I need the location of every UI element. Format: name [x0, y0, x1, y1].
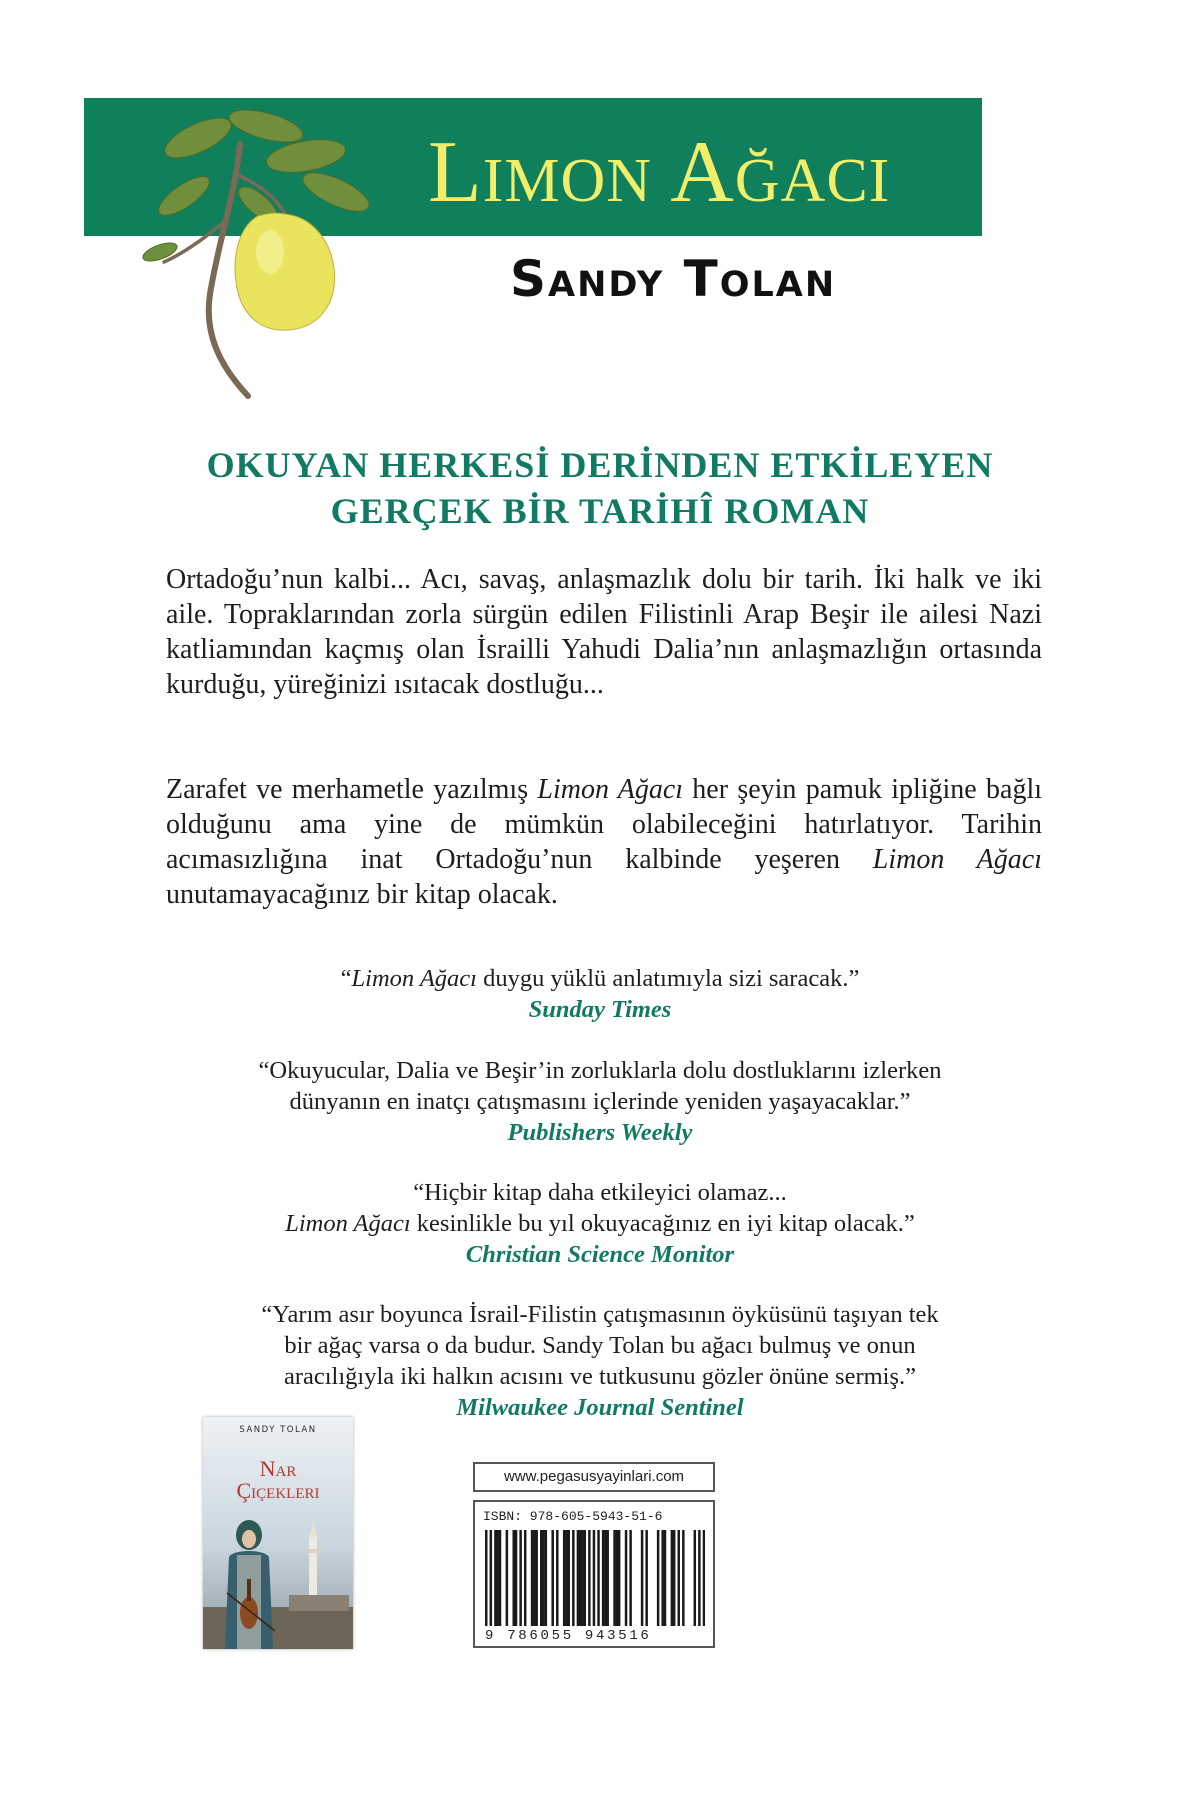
barcode-bar [671, 1530, 673, 1626]
barcode-bar [572, 1530, 574, 1626]
barcode-bar [661, 1530, 663, 1626]
barcode-bar [604, 1530, 606, 1626]
related-book-title-line-1: Nar [259, 1456, 297, 1481]
paragraph-text: Zarafet ve merhametle yazılmış [166, 774, 538, 805]
barcode-bar [593, 1530, 595, 1626]
review-quote-line: “Okuyucular, Dalia ve Beşir’in zorluklarla dolu dostluklarını izlerken [258, 1057, 942, 1084]
barcode-bar [542, 1530, 544, 1626]
barcode-bar [545, 1530, 547, 1626]
headline [100, 442, 1100, 534]
barcode-bar [613, 1530, 615, 1626]
quote-text: kesinlikle bu yıl okuyacağınız en iyi kitap olacak.” [410, 1210, 915, 1237]
review-source: Sunday Times [528, 996, 672, 1023]
barcode-bar [678, 1530, 680, 1626]
barcode-bar [664, 1530, 666, 1626]
barcode-bar [618, 1530, 620, 1626]
barcode-bar [645, 1530, 647, 1626]
barcode-bar [682, 1530, 684, 1626]
barcode-bar [584, 1530, 586, 1626]
barcode-bar [494, 1530, 496, 1626]
review-milwaukee-journal-sentinel [100, 1299, 1100, 1423]
barcode-bars [485, 1530, 705, 1626]
barcode-bar [496, 1530, 498, 1626]
review-source: Publishers Weekly [507, 1119, 693, 1146]
barcode-bar [616, 1530, 618, 1626]
barcode-bar [531, 1530, 533, 1626]
barcode-bar [490, 1530, 492, 1626]
barcode-bar [513, 1530, 515, 1626]
barcode-bar [694, 1530, 696, 1626]
book-title-italic: Limon Ağacı [872, 844, 1042, 875]
author-name: Sandy Tolan [510, 250, 837, 308]
barcode-digits: 9 786055 943516 [485, 1628, 652, 1644]
book-title: Limon Ağacı [428, 124, 891, 221]
barcode-bar [703, 1530, 705, 1626]
barcode-bar [535, 1530, 537, 1626]
synopsis-paragraph-2 [166, 772, 1042, 912]
review-quote-line: aracılığıyla iki halkın acısını ve tutkusunu gözler önüne sermiş.” [283, 1363, 917, 1390]
review-quote-line: “Hiçbir kitap daha etkileyici olamaz... [413, 1179, 787, 1206]
barcode-bar [519, 1530, 521, 1626]
barcode-bar [581, 1530, 583, 1626]
barcode-bar [625, 1530, 627, 1626]
barcode-bar [565, 1530, 567, 1626]
barcode-bar [579, 1530, 581, 1626]
barcode-bar [629, 1530, 631, 1626]
review-quote-line [100, 1208, 1100, 1239]
paragraph-text: unutamayacağınız bir kitap olacak. [166, 879, 558, 910]
headline-line-1: OKUYAN HERKESİ DERİNDEN ETKİLEYEN [206, 445, 994, 485]
review-source: Christian Science Monitor [465, 1241, 735, 1268]
barcode-bar [499, 1530, 501, 1626]
barcode-bar [540, 1530, 542, 1626]
barcode-bar [533, 1530, 535, 1626]
synopsis-paragraph-1: Ortadoğu’nun kalbi... Acı, savaş, anlaşmazlık dolu bir tarih. İki halk ve iki aile. Topraklarından zorla sürgün edilen Filistinli Arap Beşir ile ailesi Nazi katliamından kaçmış olan İsrailli Yahudi Dalia’nın anlaşmazlığın ortasında kurduğu, yüreğinizi ısıtacak dostluğu... [166, 564, 1042, 700]
review-quote-line: “Yarım asır boyunca İsrail-Filistin çatışmasının öyküsünü taşıyan tek [261, 1301, 939, 1328]
related-book-author: SANDY TOLAN [239, 1425, 317, 1435]
barcode-bar [524, 1530, 526, 1626]
review-quote-line: dünyanın en inatçı çatışmasını içlerinde yeniden yaşayacaklar.” [289, 1088, 911, 1115]
related-book-title-line-2: Çiçekleri [236, 1478, 320, 1503]
barcode-bar [698, 1530, 700, 1626]
book-title-italic: Limon Ağacı [285, 1210, 411, 1237]
barcode-bar [673, 1530, 675, 1626]
barcode-bar [606, 1530, 608, 1626]
barcode-bar [563, 1530, 565, 1626]
barcode-bar [485, 1530, 487, 1626]
barcode-bar [602, 1530, 604, 1626]
book-title-italic: Limon Ağacı [351, 965, 477, 992]
barcode-bar [551, 1530, 553, 1626]
barcode-bar [515, 1530, 517, 1626]
review-quote [100, 963, 1100, 994]
thumbnail-artwork [203, 1417, 353, 1649]
barcode-bar [556, 1530, 558, 1626]
thumbnail-building [289, 1595, 349, 1611]
quote-mark: “ [340, 965, 352, 992]
review-source: Milwaukee Journal Sentinel [456, 1394, 744, 1421]
quote-text: duygu yüklü anlatımıyla sizi saracak.” [476, 965, 860, 992]
lemon-branch-illustration [140, 104, 390, 404]
publisher-website-link[interactable]: www.pegasusyayinlari.com [473, 1462, 715, 1492]
barcode-block [473, 1500, 715, 1648]
book-title-italic: Limon Ağacı [537, 774, 684, 805]
barcode-bar [588, 1530, 590, 1626]
review-quote-line: bir ağaç varsa o da budur. Sandy Tolan bu ağacı bulmuş ve onun [284, 1332, 916, 1359]
barcode-bar [657, 1530, 659, 1626]
barcode-bar [641, 1530, 643, 1626]
isbn-label: ISBN: 978-605-5943-51-6 [483, 1509, 663, 1524]
review-sunday-times [100, 963, 1100, 1025]
review-publishers-weekly [100, 1055, 1100, 1148]
related-book-thumbnail [203, 1417, 353, 1649]
lemon-fruit [235, 213, 335, 330]
barcode-bar [506, 1530, 508, 1626]
barcode-bar [597, 1530, 599, 1626]
lemon-highlight [256, 230, 284, 274]
paragraph-text: her şeyin pamuk ipliğine bağlı olduğunu ama yine de mümkün olabileceğini hatırlatıyor. Tarihin acımasızlığına inat Ortadoğu’nun kalbinde yeşeren [166, 774, 1043, 875]
barcode-bar [577, 1530, 579, 1626]
review-christian-science-monitor [100, 1177, 1100, 1270]
headline-line-2: GERÇEK BİR TARİHÎ ROMAN [330, 491, 870, 531]
barcode-bar [568, 1530, 570, 1626]
